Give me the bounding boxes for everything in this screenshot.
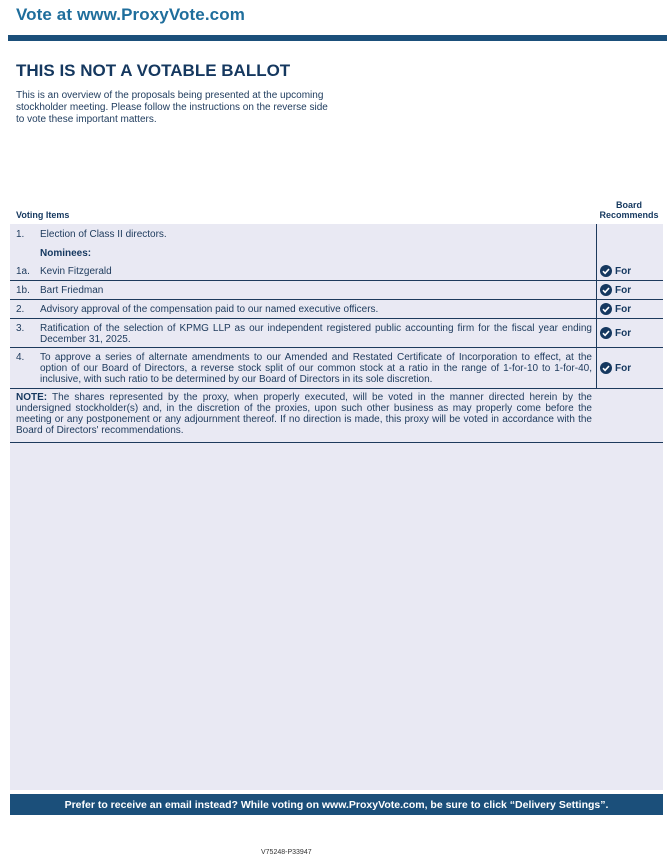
delivery-banner-text: Prefer to receive an email instead? While voting on www.ProxyVote.com, be sure to click “Delivery Settings”. bbox=[64, 798, 609, 811]
item-number: 4. bbox=[16, 352, 25, 363]
board-recommends-header bbox=[596, 200, 662, 220]
item-text: Advisory approval of the compensation paid to our named executive officers. bbox=[40, 304, 379, 315]
recommendation-label: For bbox=[615, 303, 632, 315]
item-text: Kevin Fitzgerald bbox=[40, 266, 112, 277]
item-text: To approve a series of alternate amendments to our Amended and Restated Certificate of Incorporation to effect, at the option of our Board of Directors, a reverse stock split of our common stock at a ratio in the range of 1-for-10 to 1-for-40, inclusive, with such ratio to be determined by our Board of Directors in its sole discretion. bbox=[40, 352, 592, 385]
item-number: 1a. bbox=[16, 266, 30, 277]
recommendation bbox=[600, 284, 660, 296]
item-number: 2. bbox=[16, 304, 25, 315]
row-rule bbox=[10, 347, 663, 348]
recommendation bbox=[600, 362, 660, 374]
recommendation bbox=[600, 265, 660, 277]
delivery-banner bbox=[10, 794, 663, 815]
check-circle-icon bbox=[600, 284, 612, 296]
item-text: Bart Friedman bbox=[40, 285, 104, 296]
note-label: NOTE: bbox=[16, 392, 48, 403]
intro-text: This is an overview of the proposals being presented at the upcoming stockholder meeting. Please follow the instructions on the reverse side to vote these important matters. bbox=[16, 90, 328, 125]
voting-items-header: Voting Items bbox=[16, 210, 70, 220]
check-circle-icon bbox=[600, 362, 612, 374]
header-rule bbox=[8, 35, 667, 41]
recommendation-label: For bbox=[615, 284, 632, 296]
note-body: The shares represented by the proxy, when properly executed, will be voted in the manner directed herein by the undersigned stockholder(s) and, in the discretion of the proxies, upon such other business as may properly come before the meeting or any postponement or any adjournment thereof. If no direction is made, this proxy will be voted in accordance with the Board of Directors' recommendations. bbox=[16, 392, 592, 436]
recommendation-label: For bbox=[615, 265, 632, 277]
document-code: V75248-P33947 bbox=[261, 849, 312, 856]
recommendation-label: For bbox=[615, 327, 632, 339]
item-text: Election of Class II directors. bbox=[40, 229, 167, 240]
note-rule bbox=[10, 442, 663, 443]
ballot-heading: THIS IS NOT A VOTABLE BALLOT bbox=[16, 61, 291, 80]
row-rule bbox=[10, 318, 663, 319]
item-number: 1b. bbox=[16, 285, 30, 296]
row-rule bbox=[10, 299, 663, 300]
item-text: Ratification of the selection of KPMG LLP as our independent registered public accounting firm for the fiscal year ending December 31, 2025. bbox=[40, 323, 592, 345]
recommendation bbox=[600, 327, 660, 339]
board-header-line1: Board bbox=[615, 200, 642, 210]
row-rule bbox=[10, 388, 663, 389]
recommendation bbox=[600, 303, 660, 315]
item-number: 1. bbox=[16, 229, 25, 240]
board-header-line2: Recommends bbox=[599, 210, 659, 220]
row-rule bbox=[10, 280, 663, 281]
recommendation-label: For bbox=[615, 362, 632, 374]
check-circle-icon bbox=[600, 303, 612, 315]
check-circle-icon bbox=[600, 327, 612, 339]
note-text bbox=[16, 392, 592, 436]
item-number: 3. bbox=[16, 323, 25, 334]
column-divider bbox=[596, 224, 597, 388]
site-title: Vote at www.ProxyVote.com bbox=[16, 5, 245, 24]
check-circle-icon bbox=[600, 265, 612, 277]
nominees-label: Nominees: bbox=[40, 248, 92, 259]
